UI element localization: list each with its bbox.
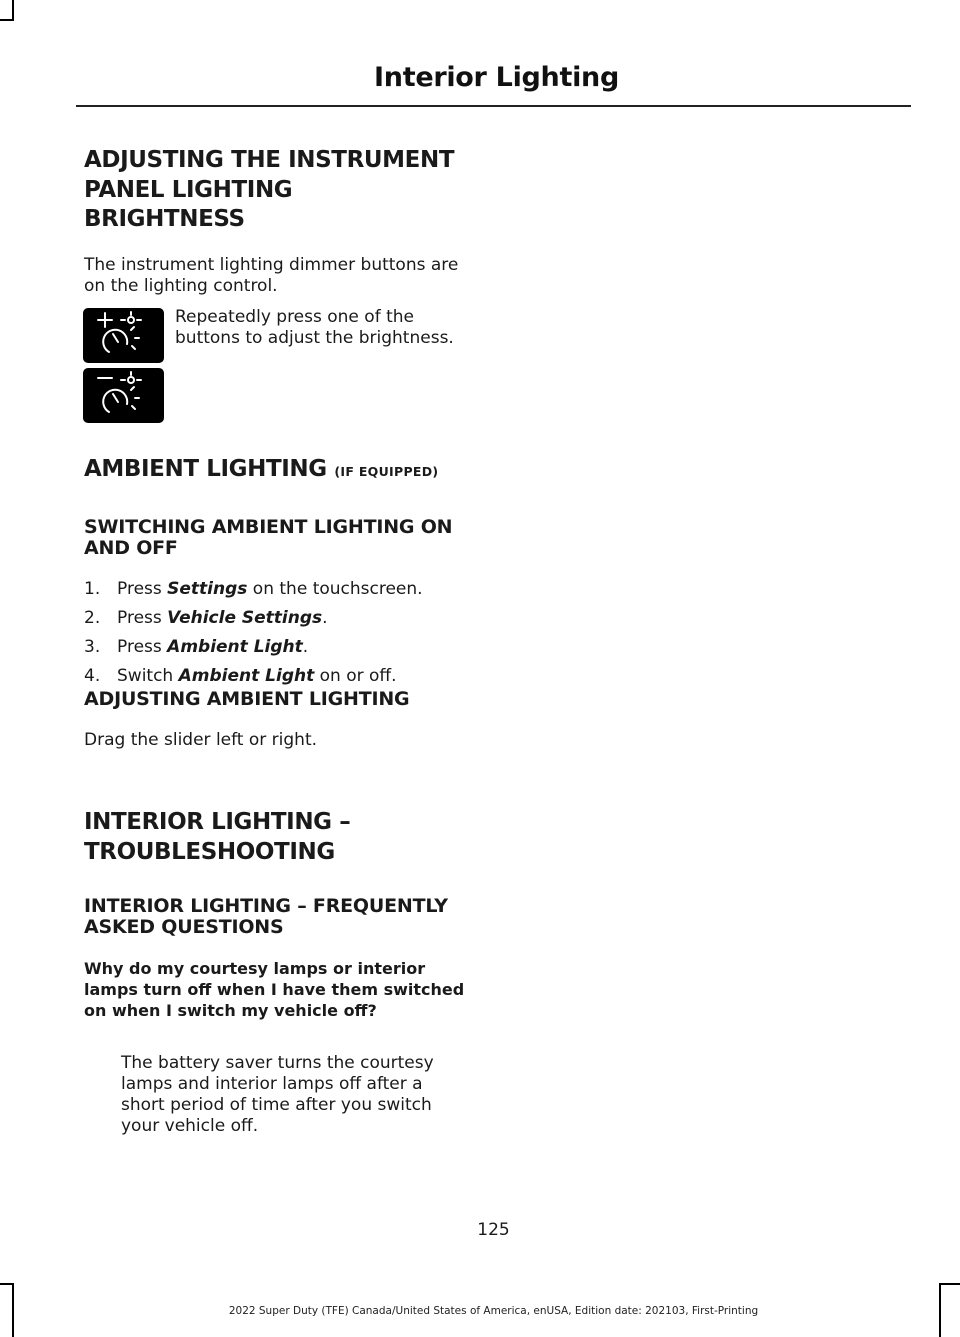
crop-mark <box>12 0 14 21</box>
adjusting-ambient-text: Drag the slider left or right. <box>84 730 318 750</box>
crop-mark <box>0 19 14 21</box>
ambient-steps-list <box>84 579 476 695</box>
ambient-heading-text: AMBIENT LIGHTING <box>84 456 327 482</box>
list-item: 4. Switch Ambient Light on or off. <box>84 666 397 686</box>
section-heading-line: BRIGHTNESS <box>84 206 245 232</box>
list-item: 2. Press Vehicle Settings. <box>84 608 328 628</box>
troubleshooting-section <box>84 808 476 867</box>
ui-term: Settings <box>167 579 248 599</box>
faq-question: Why do my courtesy lamps or interior lamps turn off when I have them switched on when I switch my vehicle off? <box>84 959 465 1020</box>
instrument-intro-text: The instrument lighting dimmer buttons are on the lighting control. <box>84 255 459 296</box>
section-heading-line: PANEL LIGHTING <box>84 176 293 203</box>
faq-answer: The battery saver turns the courtesy lamps and interior lamps off after a short period of time after you switch your vehicle off. <box>121 1053 434 1136</box>
section-heading-line: TROUBLESHOOTING <box>84 838 335 865</box>
page-header-title: Interior Lighting <box>374 62 619 93</box>
ambient-lighting-heading <box>84 455 484 487</box>
faq-heading: INTERIOR LIGHTING – FREQUENTLY ASKED QUESTIONS <box>84 895 448 938</box>
page-footer: 2022 Super Duty (TFE) Canada/United States of America, enUSA, Edition date: 202103, First-Printing <box>228 1305 759 1317</box>
brightness-up-icon <box>83 308 164 363</box>
crop-mark <box>0 1283 14 1285</box>
list-item: 1. Press Settings on the touchscreen. <box>84 579 423 599</box>
header-divider <box>76 105 911 107</box>
switching-ambient-heading: SWITCHING AMBIENT LIGHTING ON AND OFF <box>84 516 453 559</box>
instrument-press-text: Repeatedly press one of the buttons to adjust the brightness. <box>175 307 454 348</box>
page-number: 125 <box>477 1220 510 1240</box>
ui-term: Ambient Light <box>167 637 303 657</box>
brightness-down-icon <box>83 368 164 423</box>
list-item: 3. Press Ambient Light. <box>84 637 309 657</box>
crop-mark <box>939 1283 960 1285</box>
ui-term: Ambient Light <box>178 666 315 686</box>
instrument-lighting-section <box>84 146 476 235</box>
if-equipped-note: (IF EQUIPPED) <box>334 464 439 479</box>
section-heading-line: ADJUSTING THE INSTRUMENT <box>84 147 455 173</box>
ui-term: Vehicle Settings <box>167 608 323 628</box>
adjusting-ambient-heading: ADJUSTING AMBIENT LIGHTING <box>84 688 410 710</box>
section-heading-line: INTERIOR LIGHTING – <box>84 809 351 835</box>
